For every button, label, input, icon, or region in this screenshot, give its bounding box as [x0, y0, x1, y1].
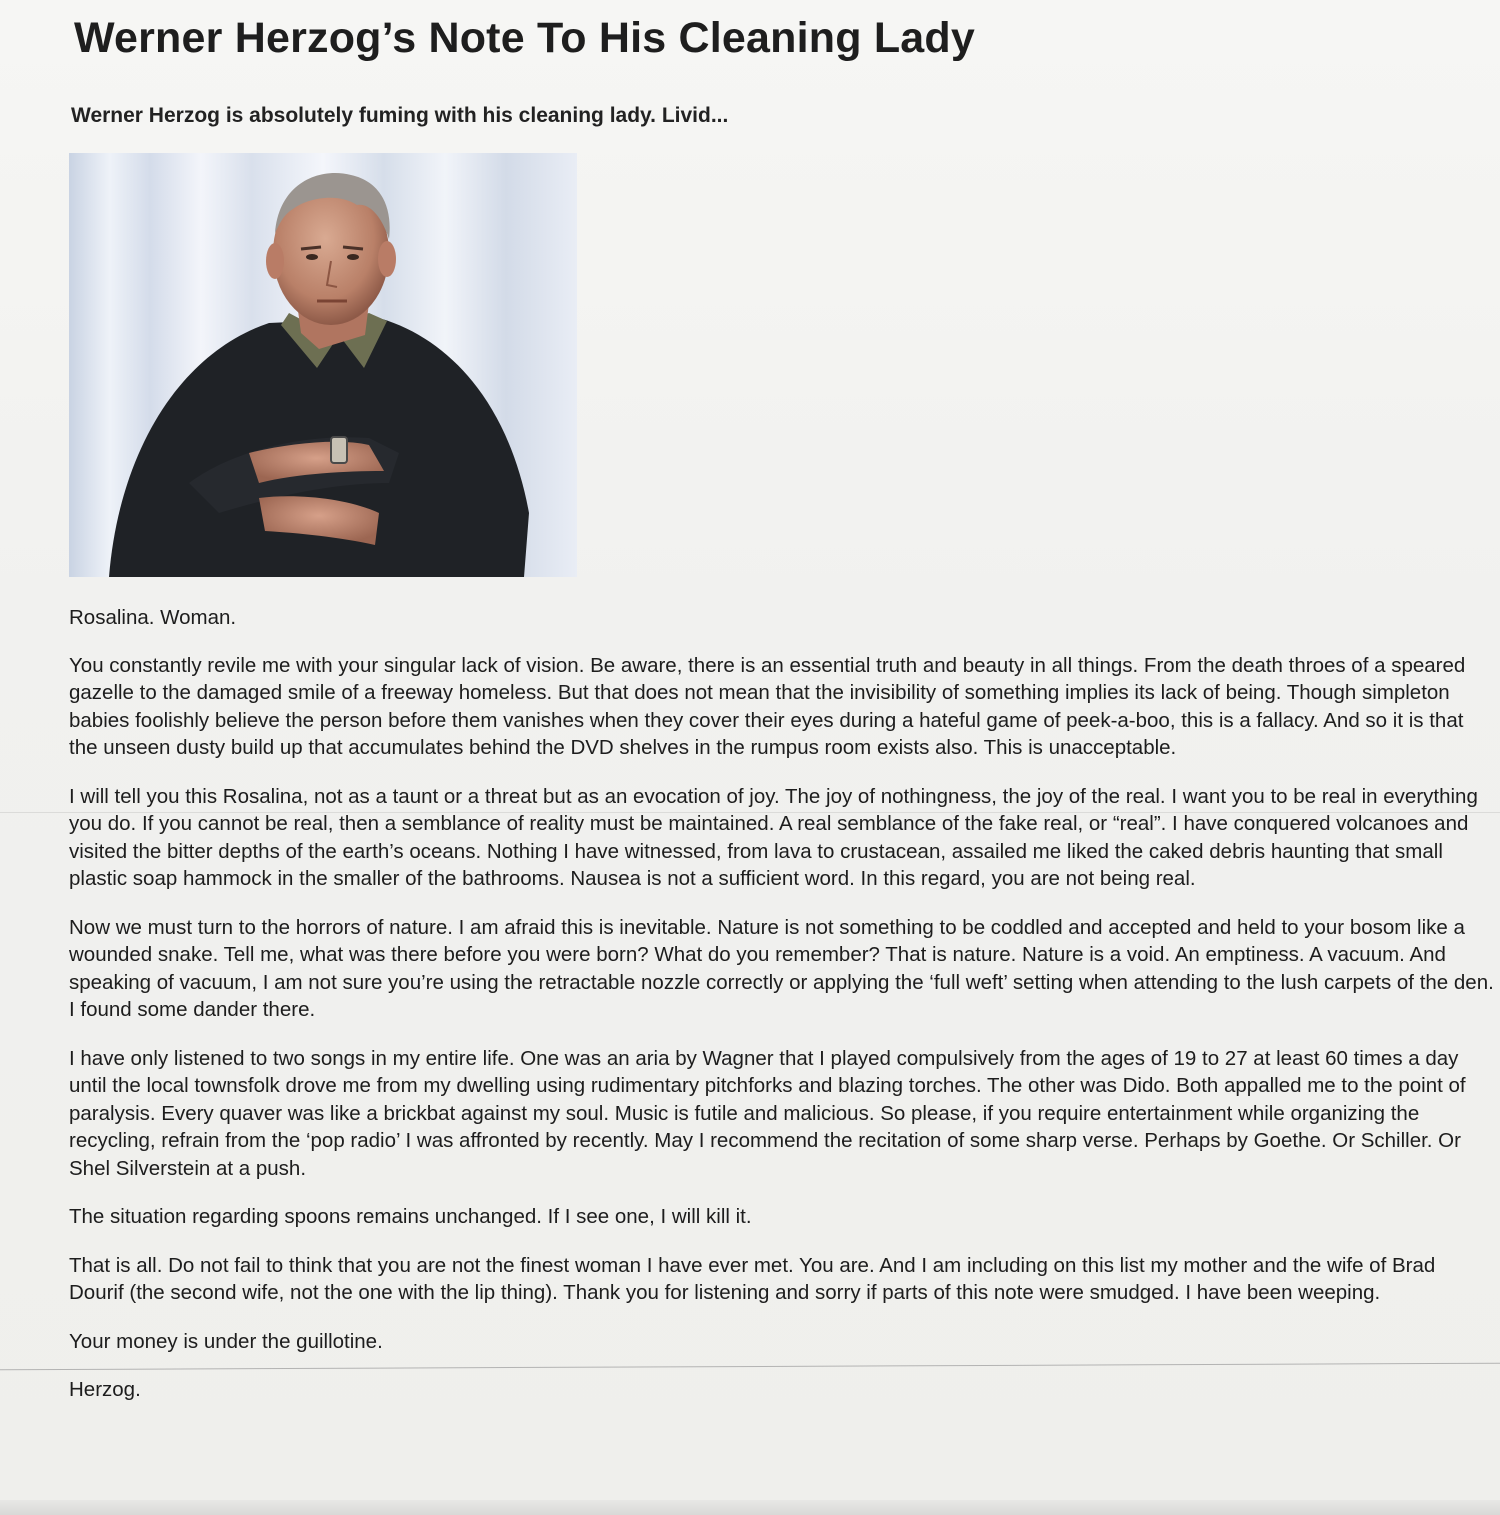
- note-paragraph: I will tell you this Rosalina, not as a taunt or a threat but as an evocation of joy. The joy of nothingness, the joy of the real. I want you to be real in everything you do. If you cannot be real, then a semblance of reality must be maintained. A real semblance of the fake real, or “real”. I have conquered volcanoes and visited the bitter depths of the earth’s oceans. Nothing I have witnessed, from lava to crustacean, assailed me liked the caked debris haunting that small plastic soap hammock in the smaller of the bathrooms. Nausea is not a sufficient word. In this regard, you are not being real.: [69, 784, 1478, 890]
- note-body: [69, 604, 1494, 1425]
- article-title: Werner Herzog’s Note To His Cleaning Lady: [74, 14, 975, 62]
- note-greeting: Rosalina. Woman.: [69, 606, 237, 629]
- note-signature: Herzog.: [69, 1378, 141, 1401]
- portrait-photo: [69, 153, 577, 577]
- paper-bottom-edge: [0, 1500, 1500, 1515]
- note-paragraph: You constantly revile me with your singular lack of vision. Be aware, there is an essential truth and beauty in all things. From the death throes of a speared gazelle to the damaged smile of a freeway homeless. But that does not mean that the invisibility of something implies its lack of being. Though simpleton babies foolishly believe the person before them vanishes when they cover their eyes during a hateful game of peek-a-boo, this is a fallacy. And so it is that the unseen dusty build up that accumulates behind the DVD shelves in the rumpus room exists also. This is unacceptable.: [69, 653, 1466, 759]
- note-paragraph: I have only listened to two songs in my entire life. One was an aria by Wagner that I played compulsively from the ages of 19 to 27 at least 60 times a day until the local townsfolk drove me from my dwelling using rudimentary pitchforks and blazing torches. The other was Dido. Both appalled me to the point of paralysis. Every quaver was like a brickbat against my soul. Music is futile and malicious. So please, if you require entertainment while organizing the recycling, refrain from the ‘pop radio’ I was affronted by recently. May I recommend the recitation of some sharp verse. Perhaps by Goethe. Or Schiller. Or Shel Silverstein at a push.: [69, 1046, 1466, 1180]
- article-subtitle: Werner Herzog is absolutely fuming with his cleaning lady. Livid...: [71, 104, 729, 127]
- note-paragraph: Now we must turn to the horrors of nature. I am afraid this is inevitable. Nature is not something to be coddled and accepted and held to your bosom like a wounded snake. Tell me, what was there before you were born? What do you remember? That is nature. Nature is a void. An emptiness. A vacuum. And speaking of vacuum, I am not sure you’re using the retractable nozzle correctly or applying the ‘full weft’ setting when attending to the lush carpets of the den. I found some dander there.: [69, 915, 1494, 1021]
- note-paragraph: Your money is under the guillotine.: [69, 1329, 383, 1353]
- note-paragraph: The situation regarding spoons remains unchanged. If I see one, I will kill it.: [69, 1205, 752, 1228]
- note-paragraph: That is all. Do not fail to think that you are not the finest woman I have ever met. You are. And I am including on this list my mother and the wife of Brad Dourif (the second wife, not the one with the lip thing). Thank you for listening and sorry if parts of this note were smudged. I have been weeping.: [69, 1253, 1436, 1304]
